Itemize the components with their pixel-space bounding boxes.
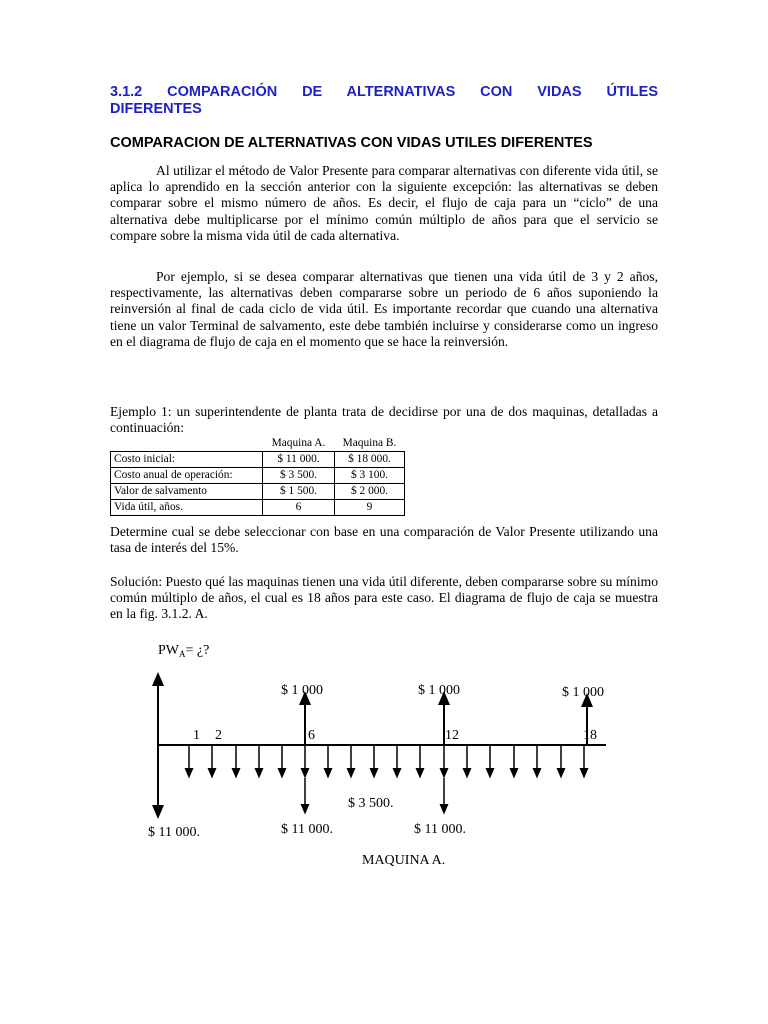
table-row: [111, 500, 405, 516]
subsection-heading: COMPARACION DE ALTERNATIVAS CON VIDAS UTILES DIFERENTES: [110, 135, 593, 151]
table-cell: $ 18 000.: [335, 452, 405, 468]
table-cell: $ 11 000.: [263, 452, 335, 468]
paragraph-question: Determine cual se debe seleccionar con base en una comparación de Valor Presente utilizando una tasa de interés del 15%.: [110, 524, 658, 556]
period-label: 6: [308, 728, 315, 743]
table-cell: $ 3 500.: [263, 468, 335, 484]
cost-label: $ 11 000.: [414, 822, 466, 837]
cost-label: $ 11 000.: [281, 822, 333, 837]
paragraph-intro: Al utilizar el método de Valor Presente para comparar alternativas con diferente vida útil, se aplica lo aprendido en la sección anterior con la siguiente excepción: las alternativas se deben comparar sobre el mismo número de años. Es decir, el flujo de caja para un “ciclo” de una alternativa debe multiplicarse por el mínimo común múltiplo de años para que el servicio se compare sobre la misma vida útil de cada alternativa.: [110, 163, 658, 243]
table-cell: $ 2 000.: [335, 484, 405, 500]
table-cell: Vida útil, años.: [111, 500, 263, 516]
table-cell: Valor de salvamento: [111, 484, 263, 500]
period-label: 12: [445, 728, 459, 743]
machine-data-table: [110, 436, 405, 516]
annual-cost-label: $ 3 500.: [348, 796, 394, 811]
table-cell: 6: [263, 500, 335, 516]
table-cell: 9: [335, 500, 405, 516]
income-label: $ 1 000: [281, 683, 323, 698]
cash-flow-diagram: [0, 630, 768, 880]
paragraph-example-1: Ejemplo 1: un superintendente de planta trata de decidirse por una de dos maquinas, detalladas a continuación:: [110, 404, 658, 436]
table-row: [111, 468, 405, 484]
paragraph-solution: Solución: Puesto qué las maquinas tienen una vida útil diferente, deben compararse sobre su mínimo común múltiplo de años, el cual es 18 años para este caso. El diagrama de flujo de caja se muestra en la fig. 3.1.2. A.: [110, 574, 658, 622]
period-label: 2: [215, 728, 222, 743]
table-cell: $ 1 500.: [263, 484, 335, 500]
table-header-row: [111, 436, 405, 452]
cost-label: $ 11 000.: [148, 825, 200, 840]
table-row: [111, 484, 405, 500]
table-cell: Costo anual de operación:: [111, 468, 263, 484]
section-heading-continuation: DIFERENTES: [110, 101, 202, 117]
period-label: 18: [583, 728, 597, 743]
paragraph-example-explanation: Por ejemplo, si se desea comparar alternativas que tienen una vida útil de 3 y 2 años, respectivamente, las alternativas deben compararse sobre un periodo de 6 años suponiendo la reinversión al final de cada ciclo de vida útil. Es importante recordar que cuando una alternativa tiene un valor Terminal de salvamento, este debe también incluirse y considerarse como un ingreso en el diagrama de flujo de caja en el momento que se hace la reinversión.: [110, 269, 658, 349]
table-cell: Costo inicial:: [111, 452, 263, 468]
section-heading: 3.1.2 COMPARACIÓN DE ALTERNATIVAS CON VIDAS ÚTILES: [110, 84, 658, 100]
income-label: $ 1 000: [418, 683, 460, 698]
period-label: 1: [193, 728, 200, 743]
table-header-cell: [111, 436, 263, 452]
table-row: [111, 452, 405, 468]
diagram-caption: MAQUINA A.: [362, 853, 446, 868]
annual-cost-arrows: [189, 745, 584, 774]
income-label: $ 1 000: [562, 685, 604, 700]
table-cell: $ 3 100.: [335, 468, 405, 484]
table-header-cell: Maquina A.: [271, 437, 326, 449]
pw-label: $PW_A=$ ¿?: [158, 643, 210, 659]
table-header-cell: Maquina B.: [342, 437, 397, 449]
